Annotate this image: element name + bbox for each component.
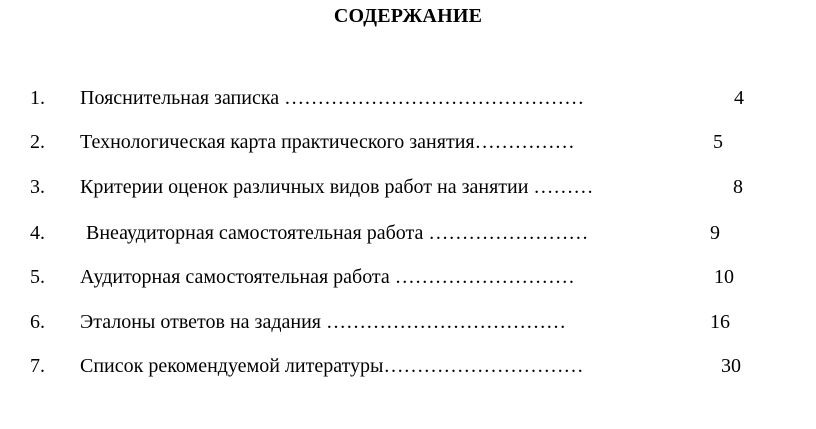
toc-entry-number: 1. [30, 87, 45, 109]
toc-entry-text: Список рекомендуемой литературы………………………… [80, 355, 584, 377]
toc-entry-text: Внеаудиторная самостоятельная работа …………………… [86, 222, 589, 244]
toc-entry [0, 353, 816, 379]
toc-entry [0, 129, 816, 155]
toc-entry-page: 5 [713, 131, 723, 153]
toc-entry [0, 264, 816, 290]
toc-entry-number: 3. [30, 176, 45, 198]
toc-entry-text: Критерии оценок различных видов работ на занятии ……… [80, 176, 594, 198]
toc-entry [0, 174, 816, 200]
toc-entry-number: 6. [30, 311, 45, 333]
toc-entry-page: 4 [734, 87, 744, 109]
toc-entry [0, 85, 816, 111]
toc-entry-number: 2. [30, 131, 45, 153]
toc-entry-page: 8 [733, 176, 743, 198]
toc-entry-text: Пояснительная записка ……………………………………… [80, 87, 585, 109]
toc-entry-page: 9 [710, 222, 720, 244]
toc-title: СОДЕРЖАНИЕ [333, 5, 483, 27]
toc-entry-number: 4. [30, 222, 45, 244]
toc-entry-page: 16 [710, 311, 730, 333]
toc-entry [0, 309, 816, 335]
toc-entry [0, 220, 816, 246]
toc-entry-number: 7. [30, 355, 45, 377]
toc-entry-text: Эталоны ответов на задания ……………………………… [80, 311, 566, 333]
toc-entry-text: Аудиторная самостоятельная работа ……………………… [80, 266, 575, 288]
toc-entry-page: 30 [721, 355, 741, 377]
toc-entry-page: 10 [714, 266, 734, 288]
toc-entry-number: 5. [30, 266, 45, 288]
toc-entry-text: Технологическая карта практического занятия…………… [80, 131, 575, 153]
